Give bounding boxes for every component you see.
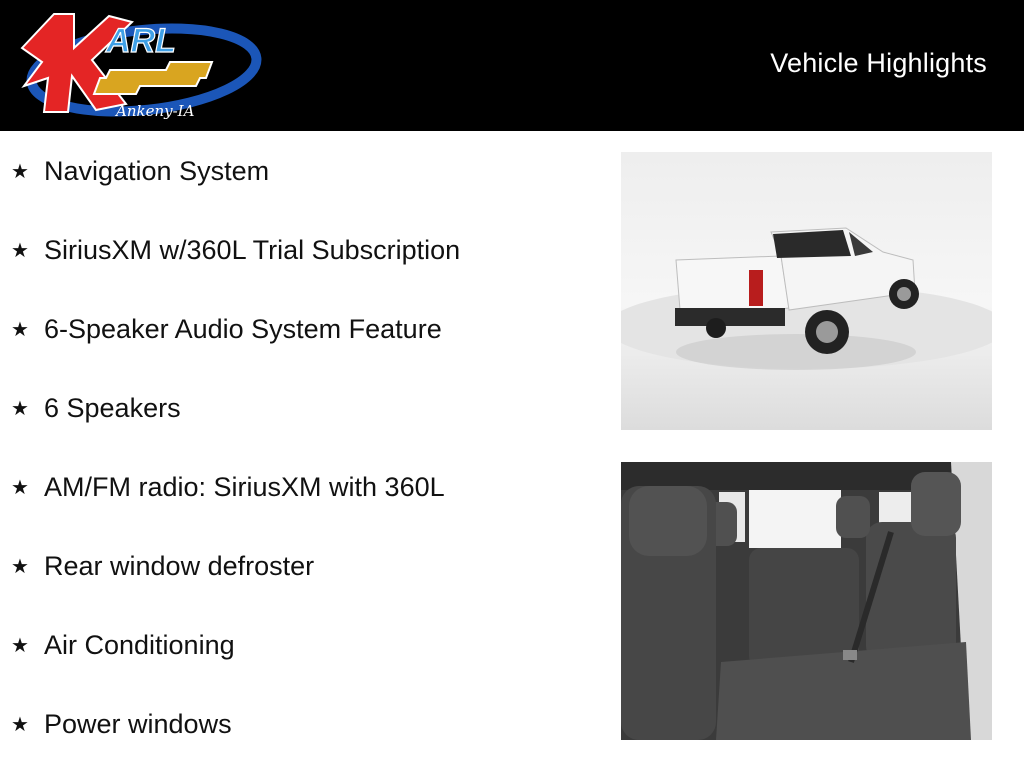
- feature-label: 6 Speakers: [44, 392, 181, 423]
- list-item: [11, 546, 314, 586]
- chevrolet-bowtie-icon: [94, 62, 212, 94]
- karl-chevrolet-logo: [14, 8, 264, 126]
- star-icon: ★: [11, 239, 29, 262]
- star-icon: ★: [11, 160, 29, 183]
- star-icon: ★: [11, 318, 29, 341]
- interior-seat-image: [621, 462, 992, 740]
- star-icon: ★: [11, 634, 29, 657]
- feature-label: Navigation System: [44, 155, 270, 186]
- list-item: [11, 388, 181, 428]
- page-title: Vehicle Highlights: [770, 48, 987, 78]
- feature-label: 6-Speaker Audio System Feature: [44, 313, 442, 344]
- list-item: [11, 309, 442, 349]
- logo-brand-text: ARL: [106, 22, 176, 60]
- star-icon: ★: [11, 476, 29, 499]
- feature-label: Air Conditioning: [44, 629, 235, 660]
- pickup-truck-image: [621, 152, 992, 430]
- star-icon: ★: [11, 397, 29, 420]
- list-item: [11, 625, 235, 665]
- feature-label: Power windows: [44, 708, 232, 739]
- list-item: [11, 467, 445, 507]
- star-icon: ★: [11, 555, 29, 578]
- feature-label: Rear window defroster: [44, 550, 315, 581]
- list-item: [11, 151, 269, 191]
- star-icon: ★: [11, 713, 29, 736]
- list-item: [11, 230, 460, 270]
- feature-label: AM/FM radio: SiriusXM with 360L: [44, 471, 445, 502]
- header-bar: [0, 0, 1024, 131]
- logo-location-text: Ankeny-IA: [116, 102, 195, 120]
- list-item: [11, 704, 232, 744]
- truck-exterior-photo[interactable]: [621, 152, 992, 430]
- dealer-logo[interactable]: [14, 8, 264, 126]
- rear-seat-interior-photo[interactable]: [621, 462, 992, 740]
- feature-label: SiriusXM w/360L Trial Subscription: [44, 234, 461, 265]
